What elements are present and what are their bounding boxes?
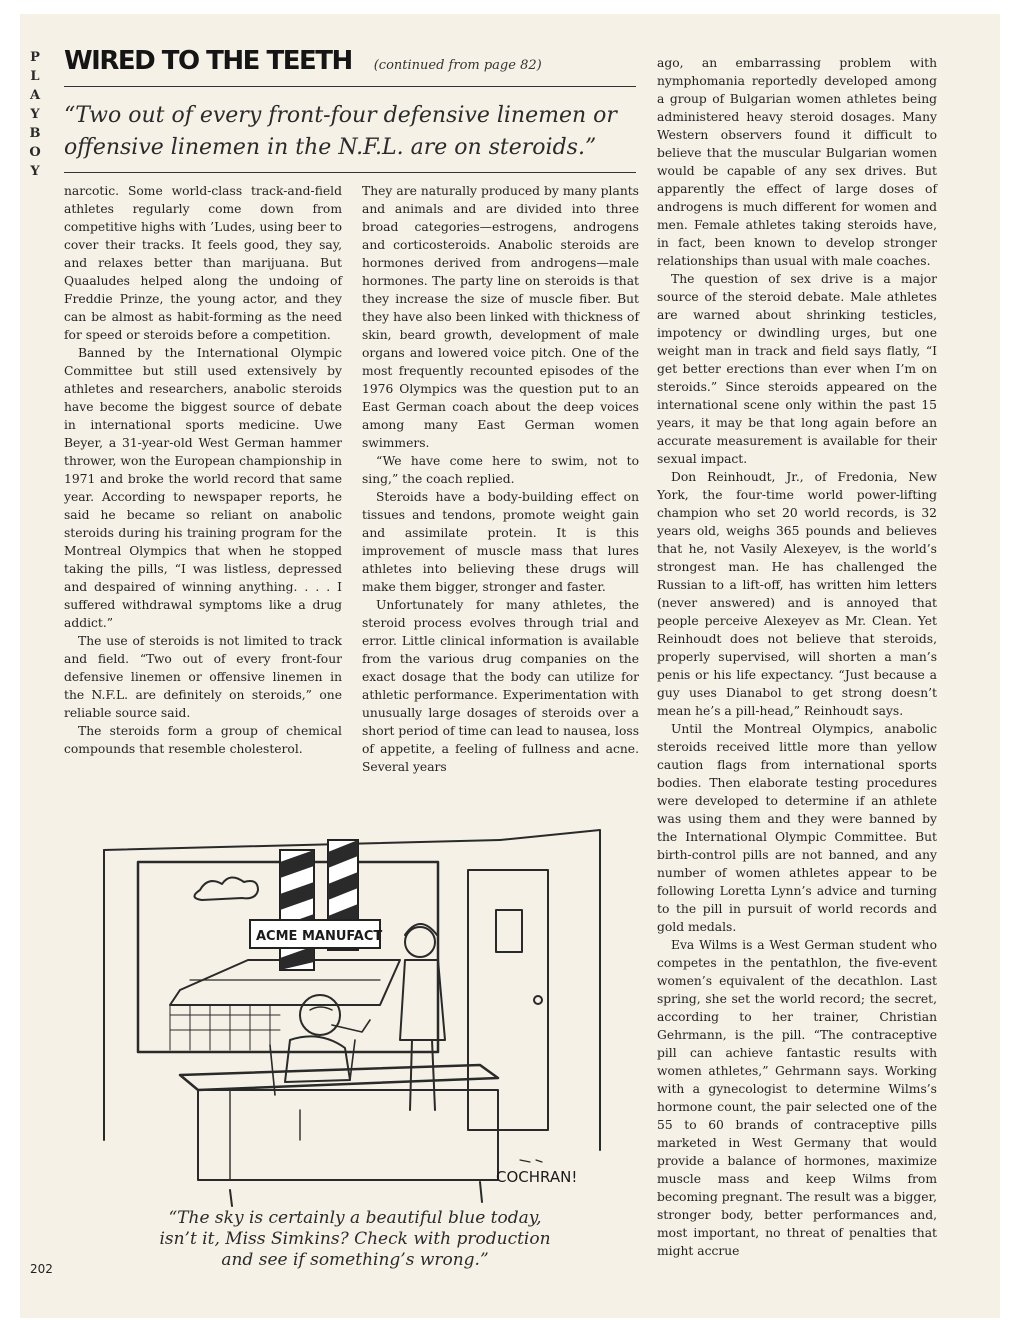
paragraph: Until the Montreal Olympics, anabolic steroids received little more than yellow caution flags from international sports bodies. Then elaborate testing procedures were developed to determine if an athlete was using them and they were banned by the International Olympic Committee. But birth-control pills are not banned, and any number of women athletes appear to be following Loretta Lynn’s advice and turning to the pill in pursuit of world records and gold medals. bbox=[657, 722, 937, 934]
magazine-name-letter: Y bbox=[30, 107, 42, 122]
continued-note: (continued from page 82) bbox=[373, 58, 542, 73]
cartoon-drawing bbox=[100, 810, 608, 1210]
pull-quote: “Two out of every front-four defensive linemen or offensive linemen in the N.F.L. are on steroids.” bbox=[64, 103, 617, 160]
article-header bbox=[64, 46, 644, 76]
cartoon-illustration bbox=[100, 810, 608, 1210]
cartoonist-signature: COCHRAN! bbox=[496, 1168, 578, 1186]
text-column-3 bbox=[657, 54, 937, 1260]
paragraph: The question of sex drive is a major source of the steroid debate. Male athletes are warned about shrinking testicles, impotency or dwindling urges, but one weight man in track and field says flatly, “I get better erections than ever when I’m on steroids.” Since steroids appeared on the international scene only within the past 15 years, it may be that long again before an accurate measurement is available for their sexual impact. bbox=[657, 272, 937, 466]
paragraph: Don Reinhoudt, Jr., of Fredonia, New York, the four-time world power-lifting champion who set 20 world records, is 32 years old, weighs 365 pounds and believes that he, not Vasily Alexeyev, is the world’s strongest man. He has challenged the Russian to a lift-off, has written him letters (never answered) and is annoyed that people perceive Alexeyev as Mr. Clean. Yet Reinhoudt does not believe that steroids, properly supervised, will shorten a man’s penis or his life expectancy. “Just because a guy uses Dianabol to get strong doesn’t mean he’s a pill-head,” Reinhoudt says. bbox=[657, 470, 937, 718]
page-number: 202 bbox=[30, 1262, 53, 1276]
paragraph: Steroids have a body-building effect on tissues and tendons, promote weight gain and assimilate protein. It is this improvement of muscle mass that lures athletes into believing these drugs will make them bigger, stronger and faster. bbox=[362, 490, 639, 594]
paragraph: Eva Wilms is a West German student who competes in the pentathlon, the five-event women’s equivalent of the decathlon. Last spring, she set the world record; the secret, according to her trainer, Christian Gehrmann, is the pill. “The contraceptive pill can achieve fantastic results with women athletes,” Gehrmann says. Working with a gynecologist to determine Wilms’s hormone count, the pair selected one of the 55 to 60 brands of contraceptive pills marketed in West Germany that would provide a balance of hormones, maximize muscle mass and keep Wilms from becoming pregnant. The result was a bigger, stronger body, better performances and, most important, no threat of penalties that might accrue bbox=[657, 938, 937, 1258]
paragraph: They are naturally produced by many plants and animals and are divided into three broad categories—estrogens, androgens and corticosteroids. Anabolic steroids are hormones derived from androgens—male hormones. The party line on steroids is that they increase the size of muscle fiber. But they have also been linked with thickness of skin, beard growth, development of male organs and lowered voice pitch. One of the most frequently recounted episodes of the 1976 Olympics was the question put to an East German coach about the deep voices among many East German women swimmers. bbox=[362, 184, 639, 450]
magazine-name-letter: O bbox=[29, 145, 43, 160]
magazine-name-letter: P bbox=[30, 50, 42, 65]
paragraph: ago, an embarrassing problem with nymphomania reportedly developed among a group of Bulgarian women athletes being administered heavy steroid dosages. Many Western observers found it difficult to believe that the muscular Bulgarian women would be capable of any sex drives. But apparently the effect of large doses of androgens is much different for women and men. Female athletes taking steroids have, in fact, been known to develop stronger relationships than usual with male coaches. bbox=[657, 56, 937, 268]
paragraph: Banned by the International Olympic Committee but still used extensively by athletes and researchers, anabolic steroids have become the biggest source of debate in international sports medicine. Uwe Beyer, a 31-year-old West German hammer thrower, won the European championship in 1971 and broke the world record that same year. According to newspaper reports, he said he became so reliant on anabolic steroids during his training program for the Montreal Olympics that when he stopped taking the pills, “I was listless, depressed and despaired of winning anything. . . . I suffered withdrawal symptoms like a drug addict.” bbox=[64, 346, 342, 630]
text-column-1 bbox=[64, 182, 342, 758]
magazine-name-vertical bbox=[27, 48, 45, 181]
paragraph: The use of steroids is not limited to track and field. “Two out of every front-four defensive linemen or offensive linemen in the N.F.L. are definitely on steroids,” one reliable source said. bbox=[64, 634, 342, 720]
paragraph: narcotic. Some world-class track-and-field athletes regularly come down from competitive highs with ’Ludes, using beer to cover their tracks. It feels good, they say, and relaxes better than marijuana. But Quaaludes helped along the undoing of Freddie Prinze, the young actor, and they can be almost as habit-forming as the need for speed or steroids before a competition. bbox=[64, 184, 342, 342]
factory-sign-text: ACME MANUFACT bbox=[256, 929, 383, 944]
header-rule-bottom bbox=[64, 172, 636, 173]
magazine-name-letter: L bbox=[30, 69, 42, 84]
magazine-name-letter: Y bbox=[30, 164, 42, 179]
striped-chimney bbox=[280, 840, 358, 970]
cartoon-caption: “The sky is certainly a beautiful blue today, isn’t it, Miss Simkins? Check with production and see if something’s wrong.” bbox=[159, 1208, 551, 1270]
text-column-2 bbox=[362, 182, 639, 776]
paragraph: “We have come here to swim, not to sing,” the coach replied. bbox=[362, 454, 639, 486]
paragraph: Unfortunately for many athletes, the steroid process evolves through trial and error. Little clinical information is available from the various drug companies on the exact dosage that the body can utilize for athletic performance. Experimentation with unusually large dosages of steroids over a short period of time can lead to nausea, loss of appetite, a feeling of fullness and acne. Several years bbox=[362, 598, 639, 774]
paragraph: The steroids form a group of chemical compounds that resemble cholesterol. bbox=[64, 724, 342, 756]
article-headline: WIRED TO THE TEETH bbox=[64, 46, 352, 76]
magazine-name-letter: A bbox=[29, 88, 43, 103]
header-rule-top bbox=[64, 86, 636, 87]
magazine-name-letter: B bbox=[29, 126, 43, 141]
